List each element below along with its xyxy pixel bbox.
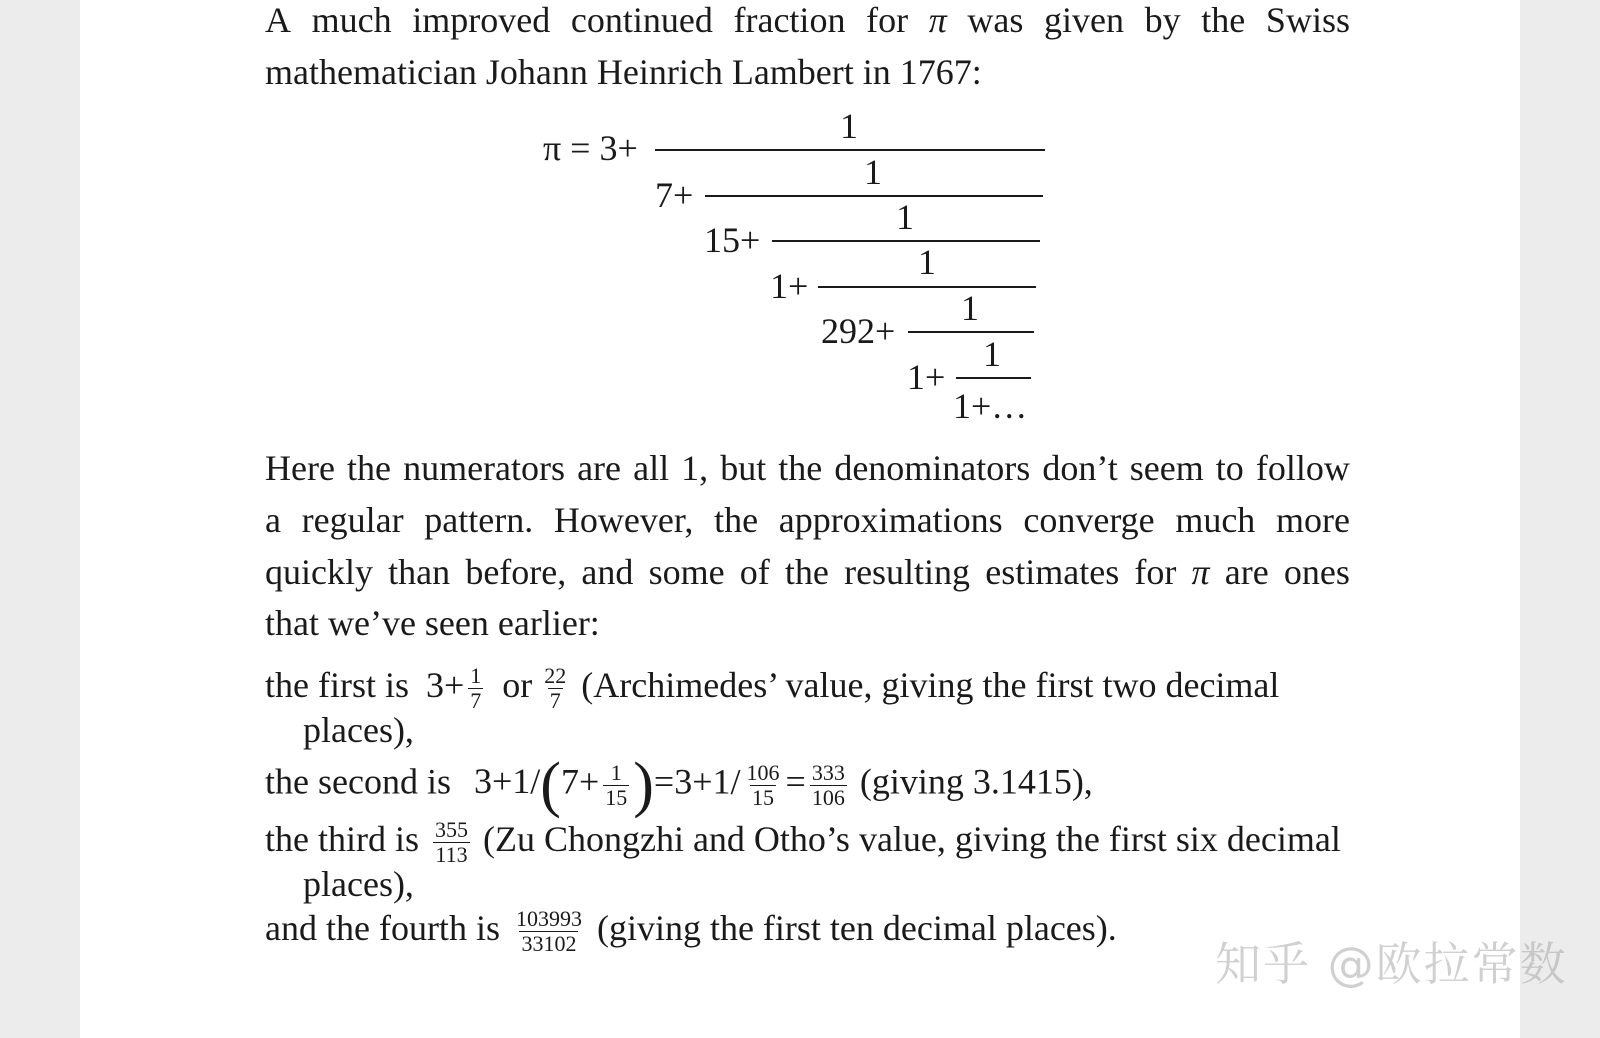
fraction-bar-6 bbox=[956, 377, 1031, 379]
item-first bbox=[265, 664, 1279, 713]
item-third-cont: places), bbox=[303, 864, 414, 904]
word: approximations bbox=[778, 500, 1003, 540]
word: A bbox=[265, 0, 291, 40]
right-paren: ) bbox=[633, 751, 654, 819]
word: more bbox=[1275, 500, 1350, 540]
numerator-5: 1 bbox=[961, 288, 979, 328]
fraction-bar-2 bbox=[705, 195, 1043, 197]
word: seem bbox=[1129, 448, 1204, 488]
word: estimates bbox=[985, 552, 1120, 592]
numerator-3: 1 bbox=[896, 197, 914, 237]
item-second-label: the second is bbox=[265, 761, 451, 802]
term-5: 1+ bbox=[907, 357, 946, 397]
fraction-bar-4 bbox=[818, 286, 1036, 288]
word: to bbox=[1215, 448, 1244, 488]
word: some bbox=[648, 552, 725, 592]
numerator-4: 1 bbox=[918, 242, 936, 282]
item-fourth bbox=[265, 907, 1117, 956]
fraction-103993-33102 bbox=[514, 907, 584, 956]
item-second bbox=[265, 751, 1093, 819]
word: the bbox=[1201, 0, 1246, 40]
frac-den: 113 bbox=[435, 842, 468, 867]
tail-term: 1+… bbox=[953, 386, 1028, 426]
word: much bbox=[311, 0, 392, 40]
watermark: 知乎 @欧拉常数 bbox=[1215, 937, 1568, 991]
frac-num: 1 bbox=[470, 663, 482, 688]
item-first-expr: 3+ bbox=[425, 664, 465, 705]
frac-num: 22 bbox=[544, 663, 567, 688]
frac-den: 33102 bbox=[521, 931, 577, 956]
word: don’t bbox=[1042, 448, 1118, 488]
word: for bbox=[866, 0, 909, 40]
expr-eq: = bbox=[785, 761, 806, 802]
frac-num: 355 bbox=[434, 817, 468, 842]
formula-lhs: π = 3+ bbox=[543, 128, 638, 168]
word: before, bbox=[465, 552, 567, 592]
numerator-1: 1 bbox=[840, 106, 858, 146]
term-4: 292+ bbox=[821, 311, 896, 351]
word: a bbox=[265, 500, 281, 540]
frac-den: 15 bbox=[752, 784, 775, 810]
item-second-desc: (giving 3.1415), bbox=[859, 761, 1093, 802]
word: and bbox=[581, 552, 634, 592]
word: Here bbox=[265, 448, 335, 488]
word: converge bbox=[1023, 500, 1155, 540]
term-2: 15+ bbox=[704, 220, 761, 260]
word: improved bbox=[412, 0, 551, 40]
item-third-label: the third is bbox=[265, 818, 419, 859]
expr-a: 3+1/ bbox=[473, 761, 541, 802]
fraction-333-106 bbox=[810, 761, 847, 810]
fraction-bar-3 bbox=[772, 240, 1040, 242]
word: by bbox=[1144, 0, 1181, 40]
frac-den: 7 bbox=[470, 688, 482, 713]
word: the bbox=[784, 552, 829, 592]
item-third bbox=[265, 818, 1341, 867]
word: denominators bbox=[834, 448, 1031, 488]
frac-den: 106 bbox=[811, 784, 845, 810]
fraction-bar-5 bbox=[908, 331, 1034, 333]
numerator-2: 1 bbox=[864, 152, 882, 192]
word: for bbox=[1134, 552, 1177, 592]
word: the bbox=[347, 448, 391, 488]
word: but bbox=[720, 448, 767, 488]
item-third-desc: (Zu Chongzhi and Otho’s value, giving the first six decimal bbox=[482, 818, 1341, 859]
word: pattern. bbox=[424, 500, 534, 540]
expr-c: =3+1/ bbox=[653, 761, 741, 802]
para2-line-2 bbox=[265, 500, 1350, 540]
para2-line-4: that we’ve seen earlier: bbox=[265, 603, 600, 643]
expr-b: 7+ bbox=[560, 761, 600, 802]
word: Swiss bbox=[1265, 0, 1350, 40]
word: fraction bbox=[733, 0, 846, 40]
frac-num: 1 bbox=[610, 759, 622, 785]
term-3: 1+ bbox=[770, 266, 809, 306]
word: was bbox=[967, 0, 1024, 40]
item-first-or: or bbox=[502, 664, 533, 705]
item-fourth-desc: (giving the first ten decimal places). bbox=[596, 907, 1117, 948]
word: resulting bbox=[844, 552, 971, 592]
frac-num: 106 bbox=[746, 759, 780, 785]
fraction-bar-1 bbox=[655, 149, 1045, 151]
frac-den: 7 bbox=[549, 688, 561, 713]
frac-num: 103993 bbox=[515, 906, 582, 931]
word: quickly bbox=[265, 552, 373, 592]
word: π bbox=[928, 0, 947, 40]
item-first-cont: places), bbox=[303, 710, 414, 750]
word: the bbox=[714, 500, 759, 540]
intro-line-1 bbox=[265, 0, 1350, 40]
word: given bbox=[1044, 0, 1125, 40]
word: 1, bbox=[681, 448, 709, 488]
fraction-22-7 bbox=[542, 664, 568, 713]
word: of bbox=[739, 552, 770, 592]
word: much bbox=[1175, 500, 1256, 540]
word: continued bbox=[570, 0, 713, 40]
left-paren: ( bbox=[540, 751, 561, 819]
word: the bbox=[778, 448, 823, 488]
frac-den: 15 bbox=[605, 784, 628, 810]
word: than bbox=[388, 552, 451, 592]
fraction-1-7 bbox=[468, 664, 483, 713]
word: ones bbox=[1283, 552, 1350, 592]
item-first-desc: (Archimedes’ value, giving the first two decimal bbox=[581, 664, 1280, 705]
word: numerators bbox=[403, 448, 566, 488]
frac-num: 333 bbox=[811, 759, 845, 785]
fraction-355-113 bbox=[433, 818, 470, 867]
word: regular bbox=[301, 500, 404, 540]
item-fourth-label: and the fourth is bbox=[265, 907, 500, 948]
intro-line-2: mathematician Johann Heinrich Lambert in 1767: bbox=[265, 52, 982, 92]
para2-line-3 bbox=[265, 552, 1350, 592]
word: However, bbox=[553, 500, 694, 540]
fraction-106-15 bbox=[745, 761, 782, 810]
term-1: 7+ bbox=[655, 175, 694, 215]
word: are bbox=[1224, 552, 1269, 592]
fraction-1-15 bbox=[603, 761, 629, 810]
word: follow bbox=[1255, 448, 1350, 488]
word: are bbox=[577, 448, 622, 488]
numerator-6: 1 bbox=[983, 334, 1001, 374]
item-first-label: the first is bbox=[265, 664, 409, 705]
para2-line-1 bbox=[265, 448, 1350, 488]
word: all bbox=[633, 448, 670, 488]
word: π bbox=[1191, 552, 1210, 592]
